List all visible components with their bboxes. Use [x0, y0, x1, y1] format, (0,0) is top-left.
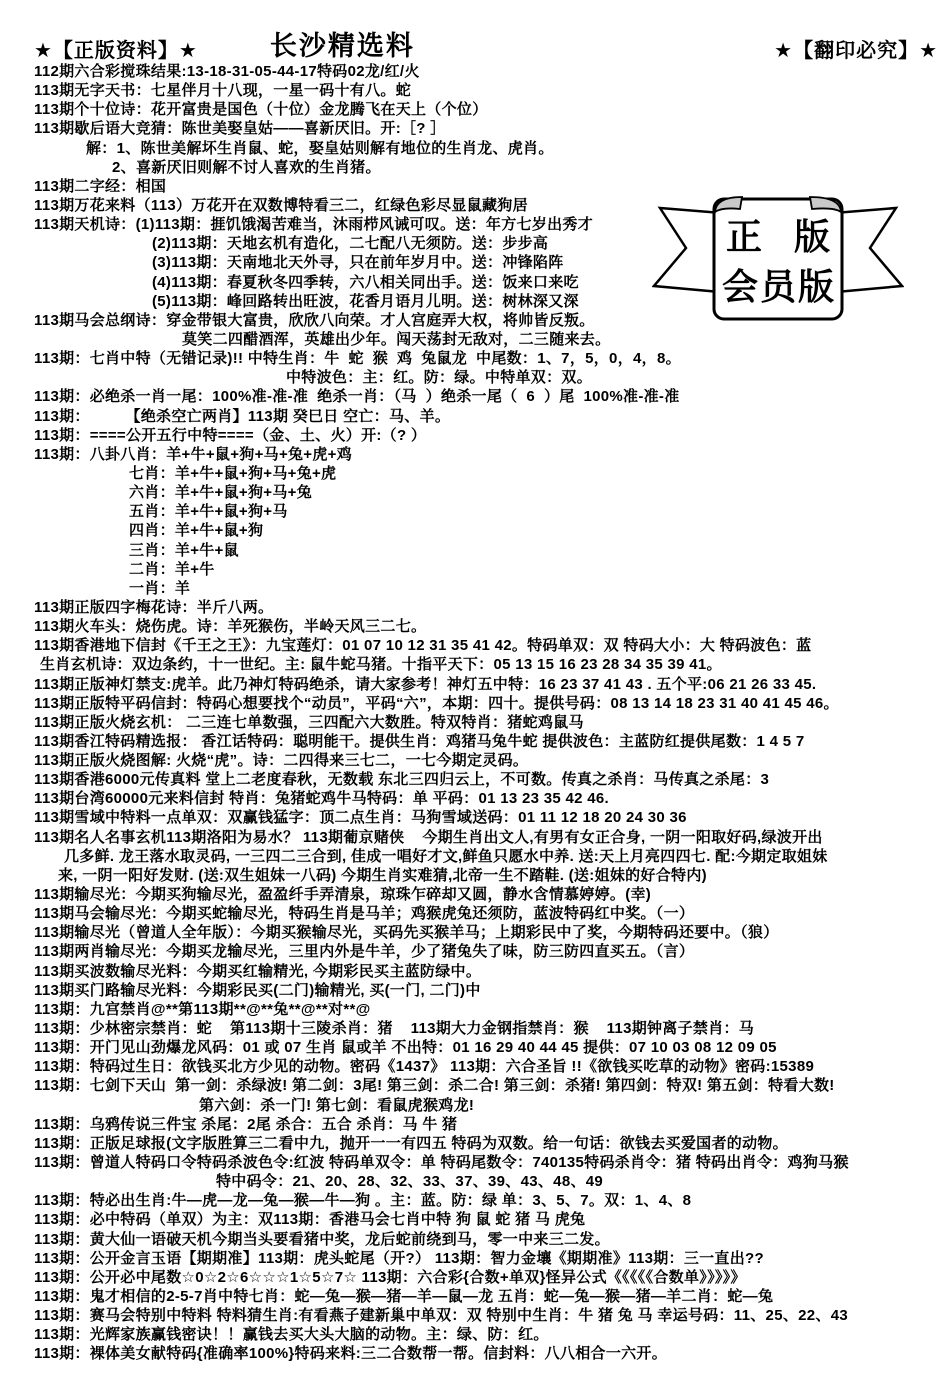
document-line: (4)113期：春夏秋冬四季转，六八相关同出手。送：饭来口来吃: [152, 273, 579, 291]
document-line: 113期：光辉家族赢钱密诀！！赢钱去买大头大脑的动物。主：绿、防：红。: [34, 1326, 549, 1344]
document-line: 113期香港6000元传真料 堂上二老度春秋，无数载 东北三四归云上，不可数。传真之杀肖：马传真之杀尾：3: [34, 771, 770, 789]
document-line: 一肖：羊: [129, 579, 191, 597]
document-line: 特中码令：21、20、28、32、33、37、39、43、48、49: [216, 1173, 604, 1191]
document-line: 来, 一阴一阳好发财. (送:双生姐妹一八码) 今期生肖实难猜,北帝一生不踏鞋. (送:姐妹的好合特内): [58, 866, 707, 884]
document-line: 莫笑二四醋酒浑，英雄出少年。闯天荡封无敌对，二三随来去。: [182, 330, 611, 348]
document-line: 113期香港地下信封《千王之王》：九宝莲灯：01 07 10 12 31 35 41 42。特码单双：双 特码大小：大 特码波色：蓝: [34, 637, 812, 655]
document-line: 113期马会总纲诗：穿金带银大富贵，欣欣八向荣。才人宫庭弄大权，将帅皆反叛。: [34, 311, 595, 329]
document-line: 113期：乌鸦传说三件宝 杀尾：2尾 杀合：五合 杀肖：马 牛 猪: [34, 1115, 458, 1133]
document-line: 113期两肖输尽光：今期买龙输尽光，三里内外是牛羊，少了猪兔失了味，防三防四直买五。（言）: [34, 943, 695, 961]
document-line: 112期六合彩搅珠结果:13-18-31-05-44-17特码02龙/红/火: [34, 63, 420, 80]
document-line: 113期二字经：相国: [34, 177, 167, 195]
document-line: 113期：九宫禁肖@**第113期**@**兔**@**对**@: [34, 1000, 371, 1018]
document-line: 113期无字天书：七星伴月十八现，一星一码十有八。蛇: [34, 82, 412, 100]
document-line: 四肖：羊+牛+鼠+狗: [129, 522, 264, 540]
document-line: 七肖：羊+牛+鼠+狗+马+兔+虎: [129, 464, 337, 482]
document-line: 2、喜新厌旧则解不讨人喜欢的生肖猪。: [112, 158, 381, 176]
document-line: 113期马会输尽光：今期买蛇输尽光，特码生肖是马羊；鸡猴虎兔还须防，蓝波特码红中奖。（一）: [34, 905, 695, 923]
document-line: 113期台湾60000元来料信封 特肖：兔猪蛇鸡牛马特码：单 平码：01 13 23 35 42 46.: [34, 790, 609, 808]
document-line: 六肖：羊+牛+鼠+狗+马+兔: [129, 484, 312, 502]
document-line: 113期：黄大仙一语破天机今期当头要看猪中奖，龙后蛇前绕到马，零一中来三二发。: [34, 1230, 610, 1248]
document-line: 113期：必绝杀一肖一尾：100%准-准-准 绝杀一肖：（马 ）绝杀一尾（ 6 ）尾 100%准-准-准: [34, 388, 680, 406]
document-line: 113期：七剑下天山 第一剑：杀绿波! 第二剑：3尾! 第三剑：杀二合! 第三剑：杀猪! 第四剑：特双! 第五剑：特看大数!: [34, 1077, 835, 1095]
document-line: 第六剑：杀一门! 第七剑：看鼠虎猴鸡龙!: [199, 1096, 475, 1114]
banner-text-line1: 正 版: [726, 217, 830, 257]
document-line: 113期买波数输尽光料：今期买红输精光, 今期彩民买主蓝防绿中。: [34, 962, 482, 980]
document-line: 五肖：羊+牛+鼠+狗+马: [129, 503, 288, 521]
document-line: 113期正版特平码信封：特码心想要找个“动员”，平码“六”，本期：四十。提供号码：08 13 14 18 23 31 40 41 45 46。: [34, 694, 839, 712]
document-line: 113期正版四字梅花诗：半斤八两。: [34, 598, 274, 616]
document-line: 113期：公开必中尾数☆0☆2☆6☆☆☆1☆5☆7☆ 113期：六合彩{合数+单双}怪异公式《《《《《合数单》》》》》: [34, 1268, 746, 1286]
document-line: 113期名人名事玄机113期洛阳为易水？ 113期葡京赌侠 今期生肖出文人,有男有女正合身, 一阴一阳取好码,绿波开出: [34, 828, 823, 846]
document-line: 113期：曾道人特码口令特码杀波色令:红波 特码单双令：单 特码尾数令：740135特码杀肖令：猪 特码出肖令：鸡狗马猴: [34, 1154, 849, 1172]
document-line: 113期：====公开五行中特====（金、土、火）开:（? ）: [34, 426, 427, 444]
document-line: 113期正版火烧图解: 火烧“虎”。诗：二四得来三七二，一七今期定灵码。: [34, 752, 529, 770]
document-line: 113期：特必出生肖:牛—虎—龙—兔—猴—牛—狗 。主：蓝。防：绿 单：3、5、7。双：1、4、8: [34, 1192, 692, 1210]
document-line: 113期：赛马会特别中特料 特料猜生肖:有看燕子建新巢中单双：双 特别中生肖：牛 猪 兔 马 幸运号码：11、25、22、43: [34, 1307, 849, 1325]
document-line: 113期输尽光（曾道人全年版）：今期买猴输尽光，买码先买猴羊马；上期彩民中了奖，今期特码还要中。（狼）: [34, 924, 779, 942]
document-line: 113期歇后语大竞猜：陈世美娶皇姑——喜新厌旧。开:［? ］: [34, 120, 446, 138]
header-left-badge: ★【正版资料】★: [34, 40, 198, 62]
ribbon-banner-graphic: [652, 186, 904, 332]
document-line: (2)113期：天地玄机有造化，二七配八无须防。送：步步高: [152, 235, 549, 253]
header-right-badge: ★【翻印必究】★: [774, 40, 938, 62]
authenticity-banner: [652, 186, 904, 332]
document-line: 113期买门路输尽光料：今期彩民买(二门)输精光, 买(一门, 二门)中: [34, 981, 481, 999]
document-line: 113期：开门见山劲爆龙风码：01 或 07 生肖 鼠或羊 不出特：01 16 29 40 44 45 提供：07 10 03 08 12 09 05: [34, 1039, 777, 1057]
document-line: 113期天机诗：(1)113期：捱饥饿渴苦难当，沐雨栉风诫可叹。送：年方七岁出秀才: [34, 216, 594, 234]
document-line: 113期：必中特码（单双）为主：双113期：香港马会七肖中特 狗 鼠 蛇 猪 马 虎兔: [34, 1211, 586, 1229]
document-line: 113期：鬼才相信的2-5-7肖中特七肖：蛇—兔—猴—猪—羊—鼠—龙 五肖：蛇—兔—猴—猪—羊二肖：蛇—兔: [34, 1288, 774, 1305]
document-line: 113期正版神灯禁支:虎羊。此乃神灯特码绝杀，请大家参考！神灯五中特：16 23 37 41 43 . 五个平:06 21 26 33 45.: [34, 675, 817, 693]
document-line: 113期个十位诗：花开富贵是国色（十位）金龙腾飞在天上（个位）: [34, 101, 488, 119]
banner-text-line2: 会员版: [722, 267, 834, 307]
document-line: 113期输尽光：今期买狗输尽光，盈盈纤手弄清泉，琼珠乍碎却又圆，静水含情慕婷婷。(幸): [34, 886, 652, 904]
document-line: (5)113期：峰回路转出旺波，花香月语月儿明。送：树林深又深: [152, 292, 579, 310]
document-line: 中特波色：主：红。防：绿。中特单双：双。: [286, 369, 593, 387]
document-line: 解：1、陈世美解坏生肖鼠、蛇，娶皇姑则解有地位的生肖龙、虎肖。: [86, 139, 554, 157]
document-line: 113期雪域中特料一点单双：双赢钱猛字：顶二点生肖：马狗雪域送码：01 11 12 18 20 24 30 36: [34, 809, 687, 827]
document-line: 113期：特码过生日：欲钱买北方少见的动物。密码《1437》 113期：六合圣旨 !!《欲钱买吃草的动物》密码:15389: [34, 1058, 815, 1076]
document-line: 生肖玄机诗：双边条约，十一世纪。主: 鼠牛蛇马猪。十指平天下：05 13 15 16 23 28 34 35 39 41。: [40, 656, 722, 674]
document-line: 几多鲜. 龙王落水取灵码, 一三四二三合到, 佳成一唱好才文,鲜鱼只愿水中养. 送:天上月亮四四七. 配:今期定取姐妹: [64, 847, 828, 865]
document-line: 113期：七肖中特（无错记录)!! 中特生肖：牛 蛇 猴 鸡 兔鼠龙 中尾数：1、7，5，0，4，8。: [34, 350, 681, 368]
page-header: [0, 0, 952, 63]
ribbon-right-tail: [834, 208, 902, 292]
document-line: 113期万花来料（113）万花开在双数博特看三二，红绿色彩尽显鼠藏狗居: [34, 196, 528, 214]
ribbon-left-tail: [654, 208, 722, 292]
document-line: 113期： 【绝杀空亡两肖】113期 癸巳日 空亡：马、羊。: [34, 407, 451, 425]
document-line: 三肖：羊+牛+鼠: [129, 541, 239, 559]
document-line: 二肖：羊+牛: [129, 560, 215, 578]
document-line: 113期：裸体美女献特码{准确率100%}特码来料:三二合数帮一帮。信封料：八八相合一六开。: [34, 1345, 668, 1363]
document-line: 113期香江特码精选报： 香江话特码：聪明能干。提供生肖：鸡猪马兔牛蛇 提供波色：主蓝防红提供尾数：1 4 5 7: [34, 732, 805, 750]
document-line: 113期：八卦八肖：羊+牛+鼠+狗+马+兔+虎+鸡: [34, 445, 353, 463]
document-line: 113期正版火烧玄机： 二三连七单数强，三四配六大数胜。特双特肖：猪蛇鸡鼠马: [34, 713, 584, 731]
document-line: 113期：公开金言玉语【期期准】113期：虎头蛇尾（开?） 113期：智力金壤《期期准》113期：三一直出??: [34, 1249, 764, 1267]
page-title: 长沙精选料: [269, 31, 415, 61]
document-line: 113期：少林密宗禁肖：蛇 第113期十三陵杀肖：猪 113期大力金钢指禁肖：猴 113期钟离子禁肖：马: [34, 1020, 755, 1038]
document-line: 113期：正版足球报(文字版胜算三二看中九，抛开一一有四五 特码为双数。给一句话：欲钱去买爱国者的动物。: [34, 1134, 788, 1152]
document-line: (3)113期：天南地北天外寻，只在前年岁月中。送：冲锋陷阵: [152, 254, 564, 272]
document-line: 113期火车头：烧伤虎。诗：羊死猴伤，半岭天风三二七。: [34, 618, 427, 636]
